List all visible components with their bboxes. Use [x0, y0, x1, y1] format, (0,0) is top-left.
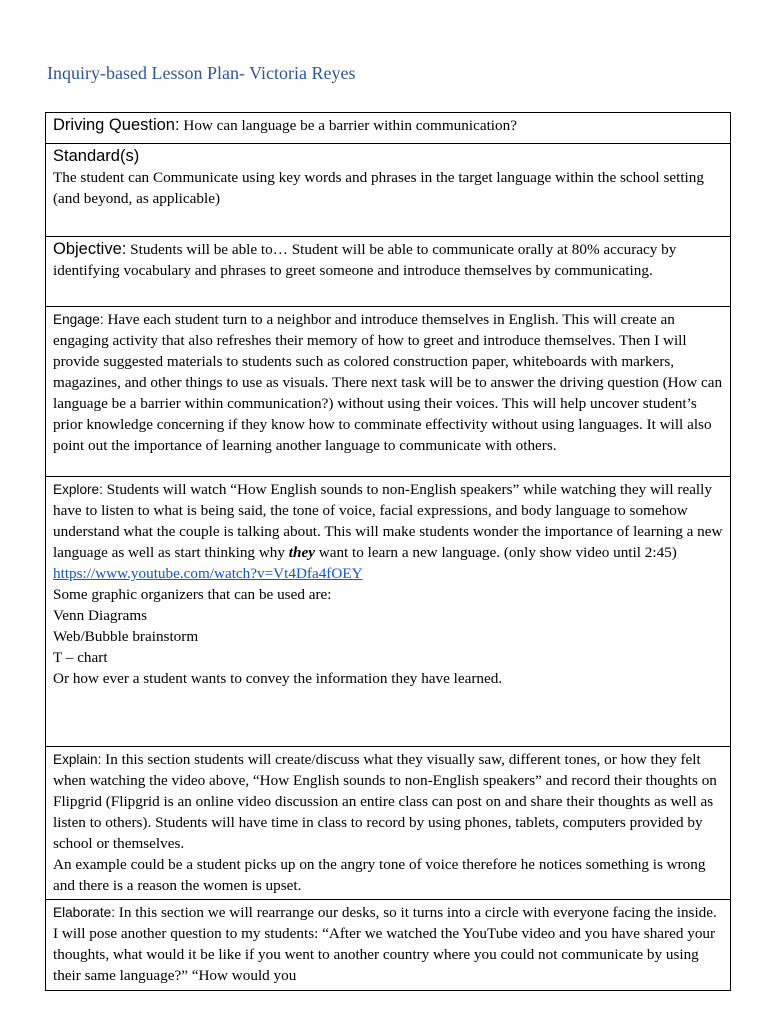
organizers-intro: Some graphic organizers that can be used are:	[53, 586, 332, 603]
explore-closing: Or how ever a student wants to convey the information they have learned.	[53, 670, 503, 687]
organizer-item: Web/Bubble brainstorm	[53, 628, 199, 645]
standard-text: The student can Communicate using key words and phrases in the target language within the school setting (and beyond, as applicable)	[53, 169, 704, 207]
standard-cell	[46, 144, 731, 237]
objective-row	[46, 237, 731, 307]
objective-text: Students will be able to… Student will be able to communicate orally at 80% accuracy by identifying vocabulary and phrases to greet someone and introduce themselves by communicating.	[53, 241, 677, 279]
elaborate-row	[46, 900, 731, 991]
explore-label: Explore:	[53, 482, 103, 497]
driving-question-text: How can language be a barrier within communication?	[183, 117, 517, 134]
driving-question-row	[46, 113, 731, 144]
explore-cell	[46, 477, 731, 747]
elaborate-label: Elaborate:	[53, 905, 115, 920]
explore-text: Students will watch “How English sounds to non-English speakers” while watching they will really have to listen to what is being said, the tone of voice, facial expressions, and body language to somehow understand what the couple is talking about. This will make students wonder the importance of learning a new language as well as start thinking why	[53, 481, 723, 561]
standard-row	[46, 144, 731, 237]
explain-text: In this section students will create/discuss what they visually saw, different tones, or how they felt when watching the video above, “How English sounds to non-English speakers” and record their thoughts on Flipgrid (Flipgrid is an online video discussion an entire class can post on and share their thoughts as well as listen to others). Students will have time in class to record by using phones, tablets, computers provided by school or themselves.	[53, 751, 717, 852]
driving-question-cell	[46, 113, 731, 144]
youtube-video-link[interactable]: https://www.youtube.com/watch?v=Vt4Dfa4fOEY	[53, 565, 363, 582]
engage-text: Have each student turn to a neighbor and introduce themselves in English. This will create an engaging activity that also refreshes their memory of how to greet and introduce themselves. Then I will provide suggested materials to students such as colored construction paper, whiteboards with markers, magazines, and other things to use as visuals. There next task will be to answer the driving question (How can language be a barrier within communication?) without using their voices. This will help uncover student’s prior knowledge concerning if they know how to comminate effectivity without using languages. It will also point out the importance of learning another language to communicate with others.	[53, 311, 723, 454]
explore-emphasis: they	[288, 544, 315, 561]
organizer-item: T – chart	[53, 649, 108, 666]
elaborate-cell	[46, 900, 731, 991]
explain-row	[46, 747, 731, 900]
explain-cell	[46, 747, 731, 900]
explore-text-after: want to learn a new language. (only show video until 2:45)	[318, 544, 677, 561]
objective-cell	[46, 237, 731, 307]
elaborate-text: In this section we will rearrange our desks, so it turns into a circle with everyone facing the inside. I will pose another question to my students: “After we watched the YouTube video and you have shared your thoughts, what would it be like if you went to another country where you could not communicate by using their same language?” “How would you	[53, 904, 717, 984]
explain-example: An example could be a student picks up on the angry tone of voice therefore he notices something is wrong and there is a reason the women is upset.	[53, 856, 706, 894]
lesson-plan-table	[45, 112, 731, 991]
page-title: Inquiry-based Lesson Plan- Victoria Reyes	[47, 63, 356, 83]
driving-question-label: Driving Question:	[53, 116, 180, 134]
objective-label: Objective:	[53, 240, 127, 258]
engage-row	[46, 307, 731, 477]
standard-label: Standard(s)	[53, 147, 140, 165]
explore-row	[46, 477, 731, 747]
organizer-item: Venn Diagrams	[53, 607, 148, 624]
engage-cell	[46, 307, 731, 477]
engage-label: Engage:	[53, 312, 104, 327]
explain-label: Explain:	[53, 752, 102, 767]
